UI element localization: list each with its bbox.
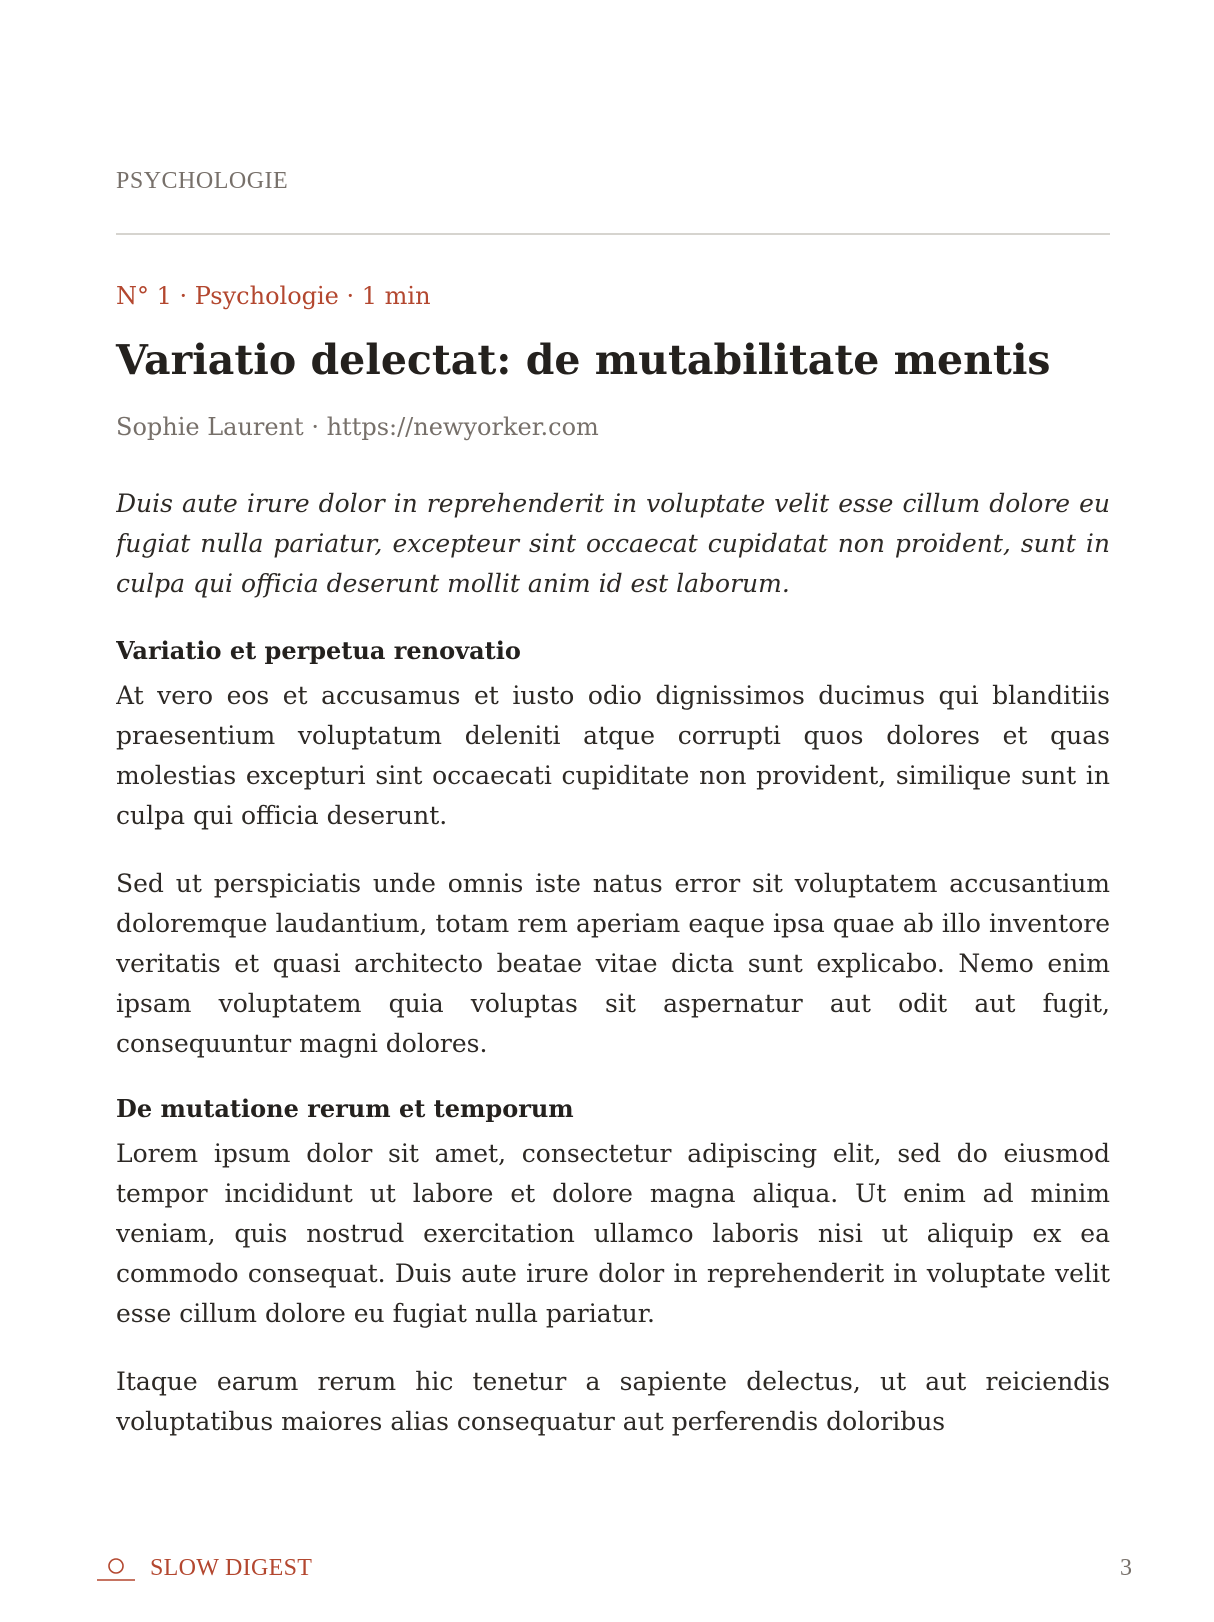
body-paragraph: Lorem ipsum dolor sit amet, consectetur adipiscing elit, sed do eiusmod tempor incididunt ut labore et dolore magna aliqua. Ut enim ad minim veniam, quis nostrud exercitation ullamco laboris nisi ut aliquip ex ea commodo consequat. Duis aute irure dolor in reprehenderit in voluptate velit esse cillum dolore eu fugiat nulla pariatur. — [116, 1139, 1110, 1328]
section-heading: Variatio et perpetua renovatio — [116, 636, 521, 665]
section-label: PSYCHOLOGIE — [116, 168, 289, 194]
body-paragraph: Sed ut perspiciatis unde omnis iste natus error sit voluptatem accusantium doloremque laudantium, totam rem aperiam eaque ipsa quae ab illo inventore veritatis et quasi architecto beatae vitae dicta sunt explicabo. Nemo enim ipsam voluptatem quia voluptas sit aspernatur aut odit aut fugit, consequuntur magni dolores. — [116, 869, 1110, 1058]
body-paragraph: At vero eos et accusamus et iusto odio dignissimos ducimus qui blanditiis praesentium voluptatum deleniti atque corrupti quos dolores et quas molestias excepturi sint occaecati cupiditate non provident, similique sunt in culpa qui officia deserunt. — [116, 681, 1110, 830]
body-paragraph: Itaque earum rerum hic tenetur a sapiente delectus, ut aut reiciendis voluptatibus maiores alias consequatur aut perferendis doloribus — [116, 1367, 1110, 1436]
article-title: Variatio delectat: de mutabilitate mentis — [116, 336, 1051, 384]
header-divider — [116, 233, 1110, 235]
sun-horizon-icon — [96, 1556, 136, 1582]
article-lede: Duis aute irure dolor in reprehenderit in voluptate velit esse cillum dolore eu fugiat nulla pariatur, excepteur sint occaecat cupidatat non proident, sunt in culpa qui officia deserunt mollit anim id est laborum. — [116, 489, 1110, 598]
article-byline: Sophie Laurent · https://newyorker.com — [116, 413, 599, 441]
article-kicker: N° 1 · Psychologie · 1 min — [116, 282, 431, 310]
article-body — [116, 484, 1110, 1466]
page-number: 3 — [1120, 1555, 1132, 1581]
section-heading: De mutatione rerum et temporum — [116, 1094, 574, 1123]
footer-brand: SLOW DIGEST — [150, 1555, 313, 1581]
